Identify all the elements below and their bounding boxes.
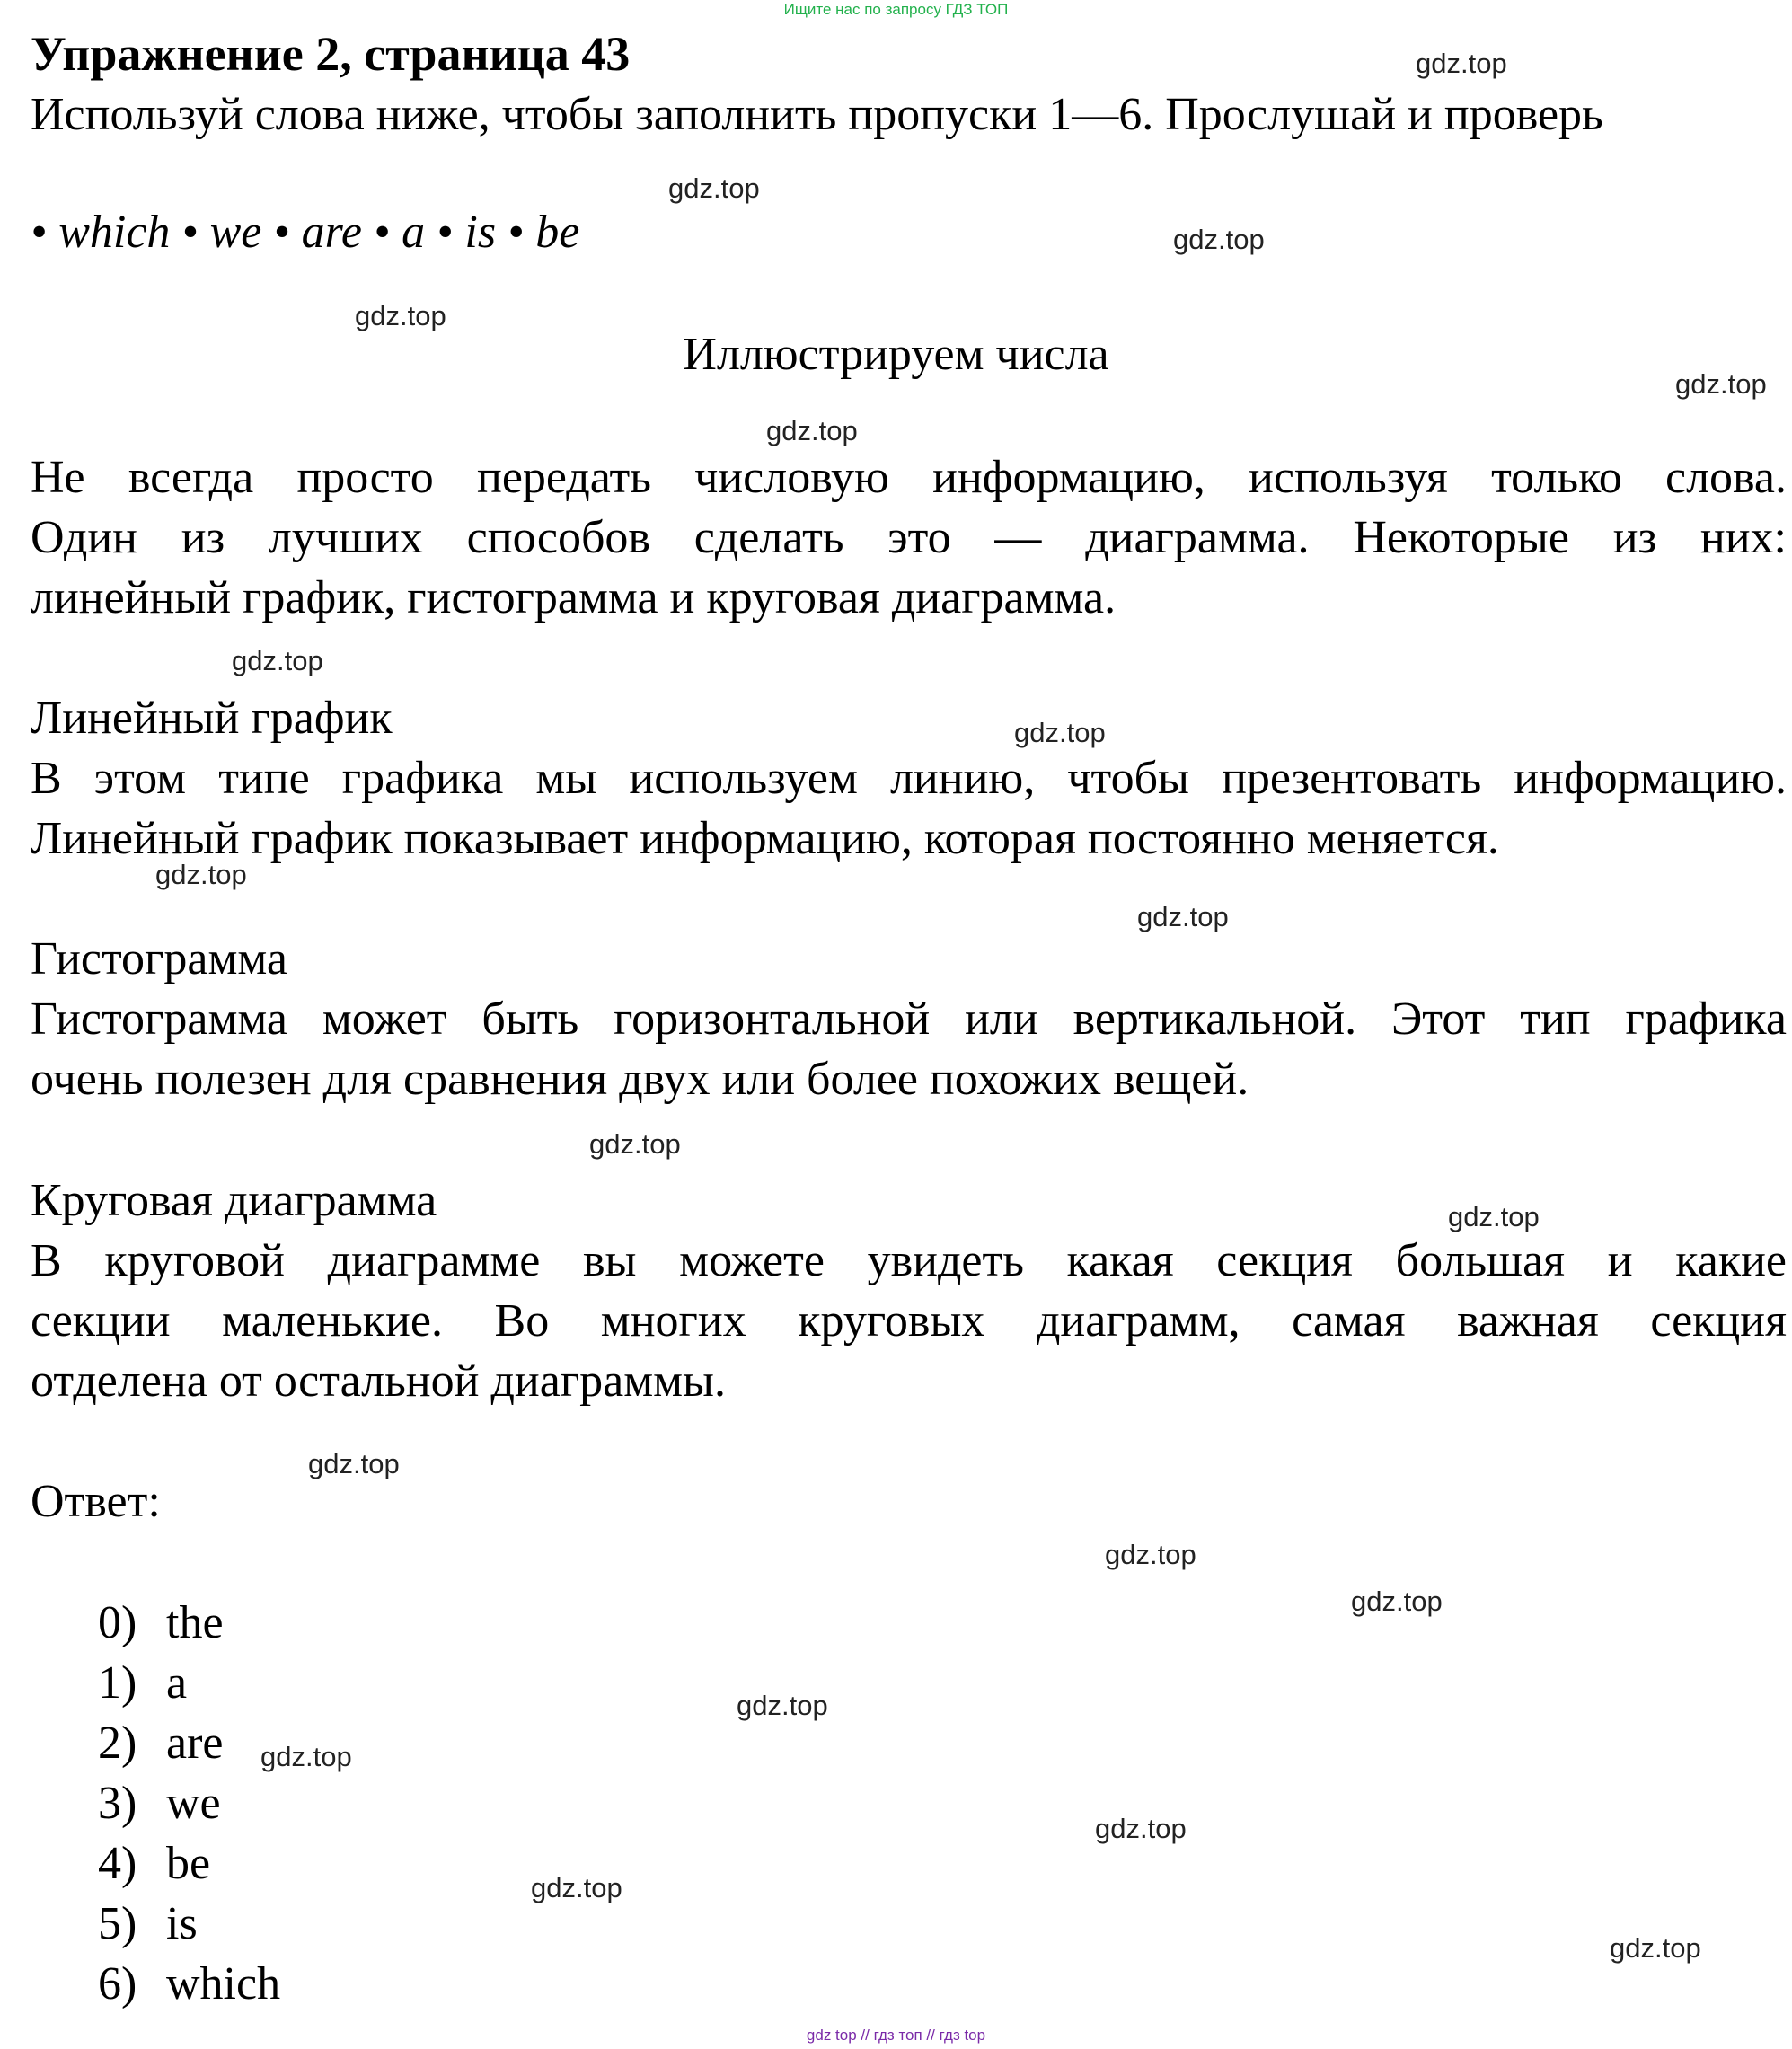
intro-line-1: Не всегда просто передать числовую информацию, используя только слова. — [31, 452, 1787, 503]
watermark: gdz.top — [155, 859, 247, 890]
answer-number: 6) — [98, 1958, 137, 2009]
answer-word: the — [166, 1597, 224, 1648]
histogram-line-2: очень полезен для сравнения двух или более похожих вещей. — [31, 1054, 1249, 1105]
answer-word: which — [166, 1958, 281, 2009]
footer-links: gdz top // гдз топ // гдз top — [806, 2027, 986, 2044]
watermark: gdz.top — [1137, 901, 1229, 932]
watermark: gdz.top — [1416, 48, 1507, 79]
watermark: gdz.top — [232, 645, 323, 676]
top-banner: Ищите нас по запросу ГДЗ ТОП — [783, 1, 1009, 18]
answer-item — [98, 1655, 187, 1712]
answer-number: 5) — [98, 1898, 137, 1949]
page-title: Упражнение 2, страница 43 — [31, 27, 631, 81]
watermark: gdz.top — [737, 1690, 828, 1721]
histogram-line-1: Гистограмма может быть горизонтальной или вертикальной. Этот тип графика — [31, 994, 1787, 1045]
answer-word: are — [166, 1718, 224, 1769]
answer-item — [98, 1594, 224, 1652]
watermark: gdz.top — [531, 1872, 622, 1903]
intro-line-3: линейный график, гистограмма и круговая диаграмма. — [31, 572, 1117, 623]
answer-item — [98, 1956, 280, 2013]
watermark: gdz.top — [308, 1448, 400, 1479]
answer-number: 0) — [98, 1597, 137, 1648]
watermark: gdz.top — [589, 1128, 681, 1160]
watermark: gdz.top — [1105, 1539, 1196, 1570]
answer-word: we — [166, 1778, 221, 1829]
watermark: gdz.top — [1448, 1201, 1540, 1232]
answer-item — [98, 1895, 198, 1953]
watermark: gdz.top — [1675, 368, 1767, 400]
answer-word: is — [166, 1898, 198, 1949]
answer-label: Ответ: — [31, 1476, 161, 1527]
intro-line-2: Один из лучших способов сделать это — диаграмма. Некоторые из них: — [31, 512, 1787, 563]
histogram-heading: Гистограмма — [31, 933, 287, 985]
watermark: gdz.top — [355, 300, 446, 331]
watermark: gdz.top — [1173, 224, 1265, 255]
answer-item — [98, 1835, 210, 1893]
article-title: Иллюстрируем числа — [683, 329, 1109, 380]
answer-word: be — [166, 1838, 211, 1889]
watermark: gdz.top — [1095, 1813, 1187, 1844]
line-graph-line-2: Линейный график показывает информацию, которая постоянно меняется. — [31, 813, 1499, 864]
pie-chart-line-1: В круговой диаграмме вы можете увидеть какая секция большая и какие — [31, 1235, 1787, 1286]
pie-chart-heading: Круговая диаграмма — [31, 1175, 437, 1226]
answer-number: 1) — [98, 1657, 137, 1709]
word-bank: • which • we • are • a • is • be — [31, 207, 580, 258]
line-graph-line-1: В этом типе графика мы используем линию, чтобы презентовать информацию. — [31, 753, 1787, 804]
answer-item — [98, 1775, 221, 1833]
pie-chart-line-3: отделена от остальной диаграммы. — [31, 1356, 726, 1407]
answer-word: a — [166, 1657, 188, 1709]
line-graph-heading: Линейный график — [31, 693, 393, 744]
watermark: gdz.top — [260, 1741, 352, 1772]
watermark: gdz.top — [1610, 1932, 1701, 1964]
answer-number: 4) — [98, 1838, 137, 1889]
pie-chart-line-2: секции маленькие. Во многих круговых диаграмм, самая важная секция — [31, 1295, 1787, 1347]
watermark: gdz.top — [1351, 1585, 1443, 1617]
task-instruction: Используй слова ниже, чтобы заполнить пропуски 1—6. Прослушай и проверь — [31, 89, 1603, 140]
watermark: gdz.top — [668, 172, 760, 204]
watermark: gdz.top — [766, 415, 858, 446]
answer-item — [98, 1715, 223, 1772]
answer-number: 2) — [98, 1718, 137, 1769]
watermark: gdz.top — [1014, 717, 1106, 748]
answer-number: 3) — [98, 1778, 137, 1829]
